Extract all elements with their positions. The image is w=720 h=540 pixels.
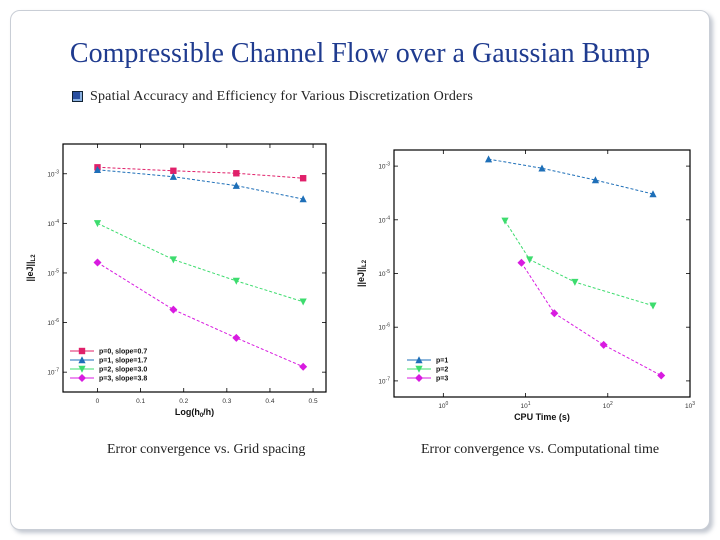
legend-label-0: p=1	[436, 357, 449, 365]
x-tick-label: 0.1	[136, 398, 146, 405]
y-axis-label: $||eJ||_{L2}$	[356, 259, 368, 288]
y-tick-label: $10^{-5}$	[47, 268, 59, 278]
legend-label-2: p=2, slope=3.0	[99, 366, 148, 374]
y-tick-label: $10^{-5}$	[378, 269, 390, 278]
x-tick-label: $10^0$	[438, 401, 449, 410]
checkbox-bullet-icon	[72, 91, 83, 102]
x-tick-label: 0.3	[222, 398, 232, 405]
legend-label-1: p=2	[436, 366, 449, 374]
x-tick-label: 0.2	[179, 398, 189, 405]
bullet-item	[72, 89, 473, 105]
slide-title: Compressible Channel Flow over a Gaussian Bump	[69, 38, 651, 69]
y-tick-label: $10^{-4}$	[47, 218, 59, 228]
y-tick-label: $10^{-3}$	[47, 169, 59, 179]
caption-cpu-time: Error convergence vs. Computational time	[421, 442, 660, 457]
x-tick-label: $10^3$	[684, 401, 696, 410]
caption-grid-spacing: Error convergence vs. Grid spacing	[107, 442, 306, 457]
x-axis-label: $Log(h_0/h)$	[174, 407, 215, 419]
legend-label-0: p=0, slope=0.7	[99, 348, 148, 356]
y-tick-label: $10^{-7}$	[378, 376, 390, 386]
data-point-0-3	[300, 175, 306, 181]
legend-marker-0	[79, 348, 85, 354]
x-tick-label: $10^2$	[602, 401, 613, 410]
y-tick-label: $10^{-6}$	[47, 318, 59, 328]
bullet-text: Spatial Accuracy and Efficiency for Various Discretization Orders	[90, 89, 473, 104]
y-tick-label: $10^{-3}$	[378, 161, 390, 171]
grid-spacing-chart	[25, 140, 338, 420]
cpu-time-chart	[352, 145, 702, 420]
y-tick-label: $10^{-7}$	[47, 367, 59, 377]
y-axis-label: $||eJ||_{L2}$	[25, 254, 37, 282]
x-tick-label: 0.4	[265, 398, 275, 405]
y-tick-label: $10^{-4}$	[378, 215, 390, 225]
x-axis-label: CPU Time (s)	[514, 412, 570, 422]
x-tick-label: 0.5	[308, 398, 318, 405]
legend-label-1: p=1, slope=1.7	[99, 357, 148, 365]
legend-label-2: p=3	[436, 375, 449, 383]
legend-label-3: p=3, slope=3.8	[99, 375, 148, 383]
y-tick-label: $10^{-6}$	[378, 322, 390, 332]
x-tick-label: 0	[95, 398, 100, 405]
x-tick-label: $10^1$	[520, 401, 531, 410]
data-point-0-2	[233, 170, 239, 176]
